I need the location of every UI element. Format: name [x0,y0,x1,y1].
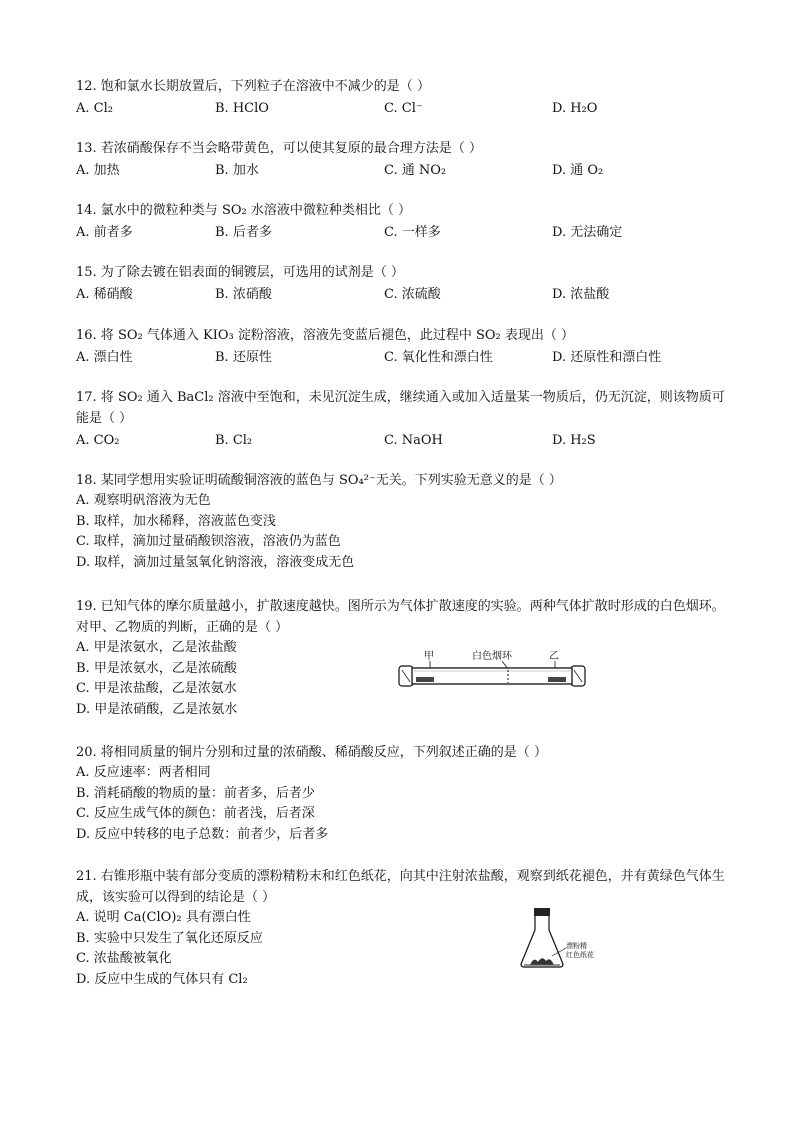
question-21 [76,866,726,990]
option-a: A. 稀硝酸 [76,287,133,302]
option-b: B. Cl₂ [215,433,253,448]
question-17 [76,387,726,451]
option-b: B. 实验中只发生了氧化还原反应 [76,930,263,946]
right-cotton [548,677,566,682]
options-row [76,222,726,243]
question-stem: 14. 氯水中的微粒种类与 SO₂ 水溶液中微粒种类相比（ ） [76,203,411,218]
question-stem: 18. 某同学想用实验证明硫酸铜溶液的蓝色与 SO₄²⁻无关。下列实验无意义的是（ ） [76,473,562,488]
option-b: B. 还原性 [215,350,272,365]
option-d: D. H₂O [552,101,598,116]
question-stem: 16. 将 SO₂ 气体通入 KIO₃ 淀粉溶液，溶液先变蓝后褪色，此过程中 SO₂ 表现出（ ） [76,328,574,343]
question-stem: 21. 右锥形瓶中装有部分变质的漂粉精粉末和红色纸花，向其中注射浓盐酸，观察到纸花褪色，并有黄绿色气体生成，该实验可以得到的结论是（ ） [76,869,725,905]
option-b: B. 浓硝酸 [215,287,272,302]
option-b: B. 消耗硝酸的物质的量：前者多，后者少 [76,785,315,801]
option-d: D. 还原性和漂白性 [552,350,662,365]
option-a: A. Cl₂ [76,101,113,116]
option-d: D. 无法确定 [552,225,623,240]
option-a: A. 说明 Ca(ClO)₂ 具有漂白性 [76,910,251,925]
option-c: C. 浓盐酸被氧化 [76,951,172,966]
option-a: A. 漂白性 [76,350,133,365]
option-d: D. 甲是浓硝酸，乙是浓氨水 [76,701,238,717]
options-row [76,284,726,305]
option-c: C. 取样，滴加过量硝酸钡溶液，溶液仍为蓝色 [76,534,341,549]
question-stem: 17. 将 SO₂ 通入 BaCl₂ 溶液中至饱和，未见沉淀生成，继续通入或加入适量某一物质后，仍无沉淀，则该物质可能是（ ） [76,390,725,426]
tube-right-label: 乙 [549,651,559,662]
option-a: A. 加热 [76,163,120,178]
flask-stopper [534,908,550,916]
flask-label-flower: 红色纸花 [566,951,594,959]
option-c: C. 一样多 [384,225,441,240]
option-a: A. 反应速率：两者相同 [76,765,211,780]
tube-middle-label: 白色烟环 [472,651,512,662]
option-c: C. NaOH [384,433,443,448]
option-c: C. 氧化性和漂白性 [384,350,493,365]
option-a: A. CO₂ [76,433,120,448]
question-18 [76,470,726,573]
tube-left-label: 甲 [424,651,434,662]
diffusion-tube-figure [396,648,588,694]
option-d: D. H₂S [552,433,596,448]
option-c: C. 甲是浓盐酸，乙是浓氨水 [76,681,237,696]
question-stem: 12. 饱和氯水长期放置后，下列粒子在溶液中不减少的是（ ） [76,79,430,94]
option-d: D. 反应中转移的电子总数：前者少，后者多 [76,826,329,842]
option-c: C. Cl⁻ [384,101,423,116]
option-d: D. 通 O₂ [552,163,604,178]
flask-label-bleach: 漂粉精 [566,942,587,950]
options-row [76,160,726,181]
option-d: D. 反应中生成的气体只有 Cl₂ [76,971,248,987]
question-stem: 15. 为了除去镀在铝表面的铜镀层，可选用的试剂是（ ） [76,265,404,280]
option-c: C. 浓硫酸 [384,287,441,302]
question-16 [76,325,726,368]
option-b: B. 甲是浓氨水，乙是浓硫酸 [76,660,237,676]
options-row [76,430,726,451]
options-row [76,98,726,119]
option-b: B. 取样，加水稀释，溶液蓝色变浅 [76,513,276,529]
option-a: A. 甲是浓氨水，乙是浓盐酸 [76,640,237,655]
option-a: A. 前者多 [76,225,133,240]
question-12 [76,76,726,119]
conical-flask-figure [518,906,602,970]
option-b: B. HClO [215,101,269,116]
option-d: D. 取样，滴加过量氢氧化钠溶液，溶液变成无色 [76,554,355,570]
option-b: B. 后者多 [215,225,272,240]
question-stem: 13. 若浓硝酸保存不当会略带黄色，可以使其复原的最合理方法是（ ） [76,141,482,156]
question-15 [76,262,726,305]
option-d: D. 浓盐酸 [552,287,610,302]
option-c: C. 反应生成气体的颜色：前者浅，后者深 [76,806,315,821]
question-14 [76,200,726,243]
question-stem: 19. 已知气体的摩尔质量越小，扩散速度越快。图所示为气体扩散速度的实验。两种气体扩散时形成的白色烟环。对甲、乙物质的判断，正确的是（ ） [76,599,725,635]
question-stem: 20. 将相同质量的铜片分别和过量的浓硝酸、稀硝酸反应，下列叙述正确的是（ ） [76,745,547,760]
question-20 [76,742,726,845]
question-13 [76,138,726,181]
left-cotton [416,677,434,682]
option-c: C. 通 NO₂ [384,163,447,178]
option-a: A. 观察明矾溶液为无色 [76,493,211,508]
options-row [76,347,726,368]
option-b: B. 加水 [215,163,259,178]
